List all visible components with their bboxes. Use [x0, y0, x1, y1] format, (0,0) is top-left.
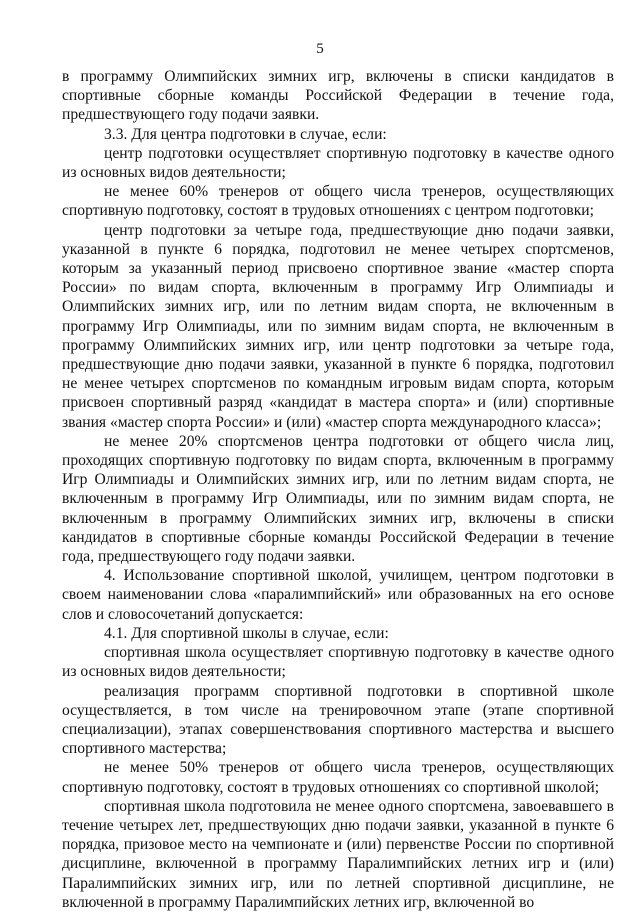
- paragraph: спортивная школа осуществляет спортивную подготовку в качестве одного из основных видов деятельности;: [62, 644, 614, 681]
- paragraph: центр подготовки за четыре года, предшествующие дню подачи заявки, указанной в пункте 6 порядка, подготовил не менее четырех спортсменов, которым за указанный период присвоено спортивное звание «мастер спорта России» по видам спорта, включенным в программу Игр Олимпиады и Олимпийских зимних игр, или по летним видам спорта, не включенным в программу Игр Олимпиады, или по зимним видам спорта, не включенным в программу Олимпийских зимних игр, или центр подготовки за четыре года, предшествующие дню подачи заявки, указанной в пункте 6 порядка, подготовил не менее четырех спортсменов по командным игровым видам спорта, которым присвоен спортивный разряд «кандидат в мастера спорта» и (или) спортивные звания «мастер спорта России» и (или) «мастер спорта международного класса»;: [62, 221, 614, 431]
- paragraph: реализация программ спортивной подготовки в спортивной школе осуществляется, в том числе на тренировочном этапе (этапе спортивной специализации), этапах совершенствования спортивного мастерства и высшего спортивного мастерства;: [62, 682, 614, 758]
- paragraph: в программу Олимпийских зимних игр, включены в списки кандидатов в спортивные сборные команды Российской Федерации в течение года, предшествующего году подачи заявки.: [62, 68, 614, 124]
- page-number: 5: [316, 41, 324, 57]
- paragraph: центр подготовки осуществляет спортивную подготовку в качестве одного из основных видов деятельности;: [62, 144, 614, 182]
- paragraph: не менее 60% тренеров от общего числа тренеров, осуществляющих спортивную подготовку, состоят в трудовых отношениях с центром подготовки;: [62, 183, 614, 220]
- paragraph: не менее 20% спортсменов центра подготовки от общего числа лиц, проходящих спортивную подготовку по видам спорта, включенным в программу Игр Олимпиады и Олимпийских зимних игр, или по летним видам спорта, не включенным в программу Игр Олимпиады, или по зимним видам спорта, не включенным в программу Олимпийских зимних игр, включены в списки кандидатов в спортивные сборные команды Российской Федерации в течение года, предшествующего году подачи заявки.: [62, 432, 614, 566]
- paragraph: 4.1. Для спортивной школы в случае, если:: [104, 624, 389, 642]
- paragraph: 4. Использование спортивной школой, училищем, центром подготовки в своем наименовании слова «паралимпийский» или образованных на его основе слов и словосочетаний допускается:: [62, 567, 614, 623]
- paragraph: спортивная школа подготовила не менее одного спортсмена, завоевавшего в течение четырех лет, предшествующих дню подачи заявки, указанной в пункте 6 порядка, призовое место на чемпионате и (или) первенстве России по спортивной дисциплине, включенной в программу Паралимпийских летних игр и (или) Паралимпийских зимних игр, или по летней спортивной дисциплине, не включенной в программу Паралимпийских летних игр, включенной во: [62, 797, 614, 911]
- document-body: [62, 67, 614, 912]
- paragraph: 3.3. Для центра подготовки в случае, если:: [104, 125, 387, 143]
- paragraph: не менее 50% тренеров от общего числа тренеров, осуществляющих спортивную подготовку, состоят в трудовых отношениях со спортивной школой;: [62, 759, 614, 796]
